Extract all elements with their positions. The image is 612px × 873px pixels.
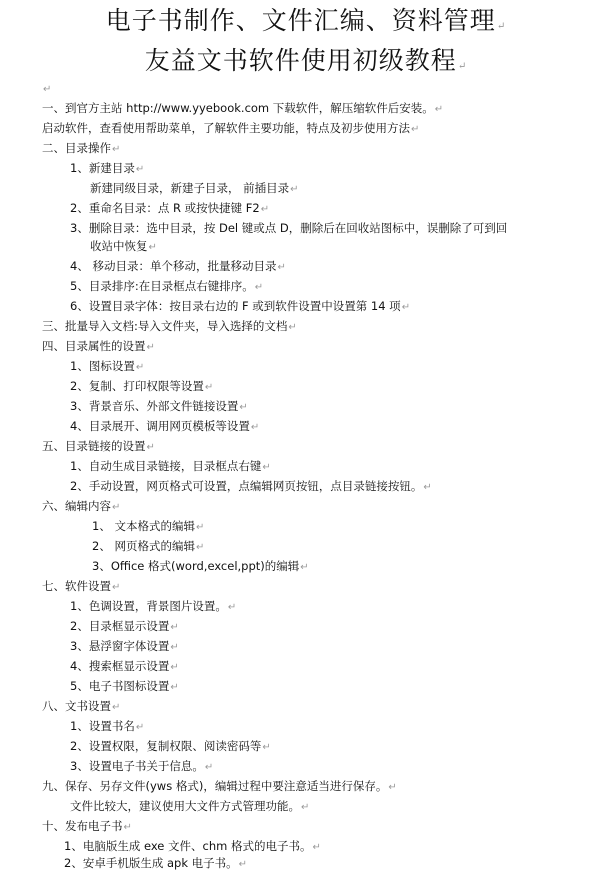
paragraph-mark-icon: ↵ <box>204 762 214 773</box>
paragraph-mark-icon: ↵ <box>301 802 310 813</box>
paragraph-mark-icon: ↵ <box>434 104 444 115</box>
paragraph-mark-icon: ↵ <box>148 242 157 253</box>
paragraph-mark-icon: ↵ <box>43 84 52 95</box>
doc-line-text: 2、手动设置，网页格式可设置，点编辑网页按钮，点目录链接按钮。 <box>70 479 423 493</box>
section-heading <box>42 338 155 356</box>
doc-line-text: 2、目录框显示设置 <box>70 619 170 633</box>
doc-line-text: 启动软件，查看使用帮助菜单，了解软件主要功能，特点及初步使用方法 <box>42 121 410 135</box>
doc-line-text: 一、到官方主站 http://www.yyebook.com 下载软件，解压缩软件后安装。 <box>42 101 434 115</box>
doc-line-text: 2、设置权限，复制权限、阅读密码等 <box>70 739 262 753</box>
title-line-2 <box>0 46 612 82</box>
doc-line-text: 6、设置目录字体：按目录右边的 F 或到软件设置中设置第 14 项 <box>70 299 401 313</box>
paragraph-mark-icon: ↵ <box>239 402 248 413</box>
paragraph-mark-icon: ↵ <box>112 582 121 593</box>
doc-line-text: 文件比较大，建议使用大文件方式管理功能。 <box>70 799 300 813</box>
paragraph-mark-icon: ↵ <box>260 204 270 215</box>
paragraph-mark-icon: ↵ <box>288 322 297 333</box>
paragraph-mark-icon: ↵ <box>401 302 411 313</box>
doc-line <box>70 738 271 756</box>
paragraph-mark-icon: ↵ <box>262 462 271 473</box>
paragraph-mark-icon: ↵ <box>146 342 155 353</box>
doc-line <box>70 418 259 436</box>
doc-line <box>70 798 309 816</box>
section-heading <box>42 578 120 596</box>
section-heading <box>42 438 155 456</box>
doc-line-text: 五、目录链接的设置 <box>42 439 146 453</box>
paragraph-mark-icon: ↵ <box>238 859 248 870</box>
section-heading <box>42 818 132 836</box>
doc-line <box>92 518 204 536</box>
doc-line-text: 4、目录展开、调用网页模板等设置 <box>70 419 250 433</box>
paragraph-mark-icon: ↵ <box>170 682 179 693</box>
paragraph-mark-icon: ↵ <box>204 382 214 393</box>
doc-line-text: 七、软件设置 <box>42 579 111 593</box>
doc-line <box>70 358 144 376</box>
section-heading <box>42 498 120 516</box>
doc-line <box>70 638 179 656</box>
paragraph-mark-icon: ↵ <box>254 282 264 293</box>
doc-line <box>70 718 144 736</box>
doc-line-text: 3、Office 格式(word,excel,ppt)的编辑 <box>92 559 300 573</box>
doc-line-text: 六、编辑内容 <box>42 499 111 513</box>
paragraph-mark-icon: ↵ <box>457 61 468 72</box>
doc-line <box>70 478 432 496</box>
paragraph-mark-icon: ↵ <box>227 602 237 613</box>
paragraph-mark-icon: ↵ <box>123 822 132 833</box>
paragraph-mark-icon: ↵ <box>388 782 397 793</box>
doc-line-text: 九、保存、另存文件(yws 格式)，编辑过程中要注意适当进行保存。 <box>42 779 388 793</box>
doc-line-text: 十、发布电子书 <box>42 819 123 833</box>
doc-line <box>42 100 443 118</box>
paragraph-mark-icon: ↵ <box>135 362 145 373</box>
doc-line-text: 5、目录排序:在目录框点右键排序。 <box>70 279 254 293</box>
title-line-1 <box>0 6 612 42</box>
doc-line <box>70 160 144 178</box>
doc-line-text: 2、重命名目录：点 R 或按快捷键 F2 <box>70 201 260 215</box>
doc-line <box>70 398 248 416</box>
doc-line-text: 1、 文本格式的编辑 <box>92 519 195 533</box>
doc-line-text: 三、批量导入文档:导入文件夹，导入选择的文档 <box>42 319 288 333</box>
paragraph-mark-icon: ↵ <box>170 622 179 633</box>
section-heading <box>42 318 297 336</box>
doc-line <box>92 538 204 556</box>
doc-line <box>90 238 157 256</box>
paragraph-mark-icon: ↵ <box>135 722 145 733</box>
doc-line-text: 八、文书设置 <box>42 699 111 713</box>
section-heading <box>42 778 397 796</box>
doc-line <box>64 855 247 873</box>
doc-line <box>70 458 271 476</box>
doc-line <box>70 298 410 316</box>
empty-line <box>42 80 51 98</box>
doc-line-text: 1、新建目录 <box>70 161 135 175</box>
doc-line <box>64 838 321 856</box>
paragraph-mark-icon: ↵ <box>170 662 179 673</box>
doc-line <box>90 180 299 198</box>
doc-line-text: 3、悬浮窗字体设置 <box>70 639 170 653</box>
doc-line-text: 1、色调设置，背景图片设置。 <box>70 599 227 613</box>
doc-line-text: 2、安卓手机版生成 apk 电子书。 <box>64 856 238 870</box>
doc-line <box>70 200 269 218</box>
title-line-2-text: 友益文书软件使用初级教程 <box>144 46 457 75</box>
section-heading <box>42 698 120 716</box>
doc-line-text: 收站中恢复 <box>90 239 148 253</box>
paragraph-mark-icon: ↵ <box>146 442 155 453</box>
doc-line-text: 3、设置电子书关于信息。 <box>70 759 204 773</box>
doc-line-text: 新建同级目录，新建子目录， 前插目录 <box>90 181 290 195</box>
paragraph-mark-icon: ↵ <box>250 422 260 433</box>
paragraph-mark-icon: ↵ <box>170 642 179 653</box>
doc-line <box>70 618 179 636</box>
doc-line-text: 1、图标设置 <box>70 359 135 373</box>
doc-line-text: 二、目录操作 <box>42 141 111 155</box>
doc-line <box>42 120 419 138</box>
doc-line-text: 3、背景音乐、外部文件链接设置 <box>70 399 239 413</box>
doc-line-text: 4、 移动目录：单个移动，批量移动目录 <box>70 259 277 273</box>
paragraph-mark-icon: ↵ <box>277 262 286 273</box>
doc-line-text: 3、删除目录：选中目录，按 Del 键或点 D，删除后在回收站图标中，误删除了可到回 <box>70 221 508 235</box>
paragraph-mark-icon: ↵ <box>112 702 121 713</box>
doc-line <box>70 220 507 237</box>
doc-line <box>70 758 213 776</box>
title-line-1-text: 电子书制作、文件汇编、资料管理 <box>105 6 496 35</box>
doc-line <box>70 678 179 696</box>
doc-line-text: 四、目录属性的设置 <box>42 339 146 353</box>
paragraph-mark-icon: ↵ <box>411 124 420 135</box>
doc-line-text: 4、搜索框显示设置 <box>70 659 170 673</box>
doc-line-text: 2、复制、打印权限等设置 <box>70 379 204 393</box>
paragraph-mark-icon: ↵ <box>300 562 309 573</box>
doc-line <box>92 558 309 576</box>
section-heading <box>42 140 120 158</box>
paragraph-mark-icon: ↵ <box>423 482 432 493</box>
paragraph-mark-icon: ↵ <box>290 184 299 195</box>
doc-line <box>70 258 286 276</box>
paragraph-mark-icon: ↵ <box>262 742 271 753</box>
paragraph-mark-icon: ↵ <box>112 144 121 155</box>
paragraph-mark-icon: ↵ <box>135 164 145 175</box>
paragraph-mark-icon: ↵ <box>112 502 121 513</box>
doc-line <box>70 598 236 616</box>
doc-line-text: 1、自动生成目录链接，目录框点右键 <box>70 459 262 473</box>
paragraph-mark-icon: ↵ <box>312 842 321 853</box>
paragraph-mark-icon: ↵ <box>195 522 205 533</box>
doc-line <box>70 278 263 296</box>
paragraph-mark-icon: ↵ <box>195 542 205 553</box>
doc-line-text: 2、 网页格式的编辑 <box>92 539 195 553</box>
doc-line-text: 1、设置书名 <box>70 719 135 733</box>
doc-line <box>70 658 179 676</box>
doc-line-text: 1、电脑版生成 exe 文件、chm 格式的电子书。 <box>64 839 312 853</box>
doc-line-text: 5、电子书图标设置 <box>70 679 170 693</box>
paragraph-mark-icon: ↵ <box>496 21 507 32</box>
doc-line <box>70 378 213 396</box>
